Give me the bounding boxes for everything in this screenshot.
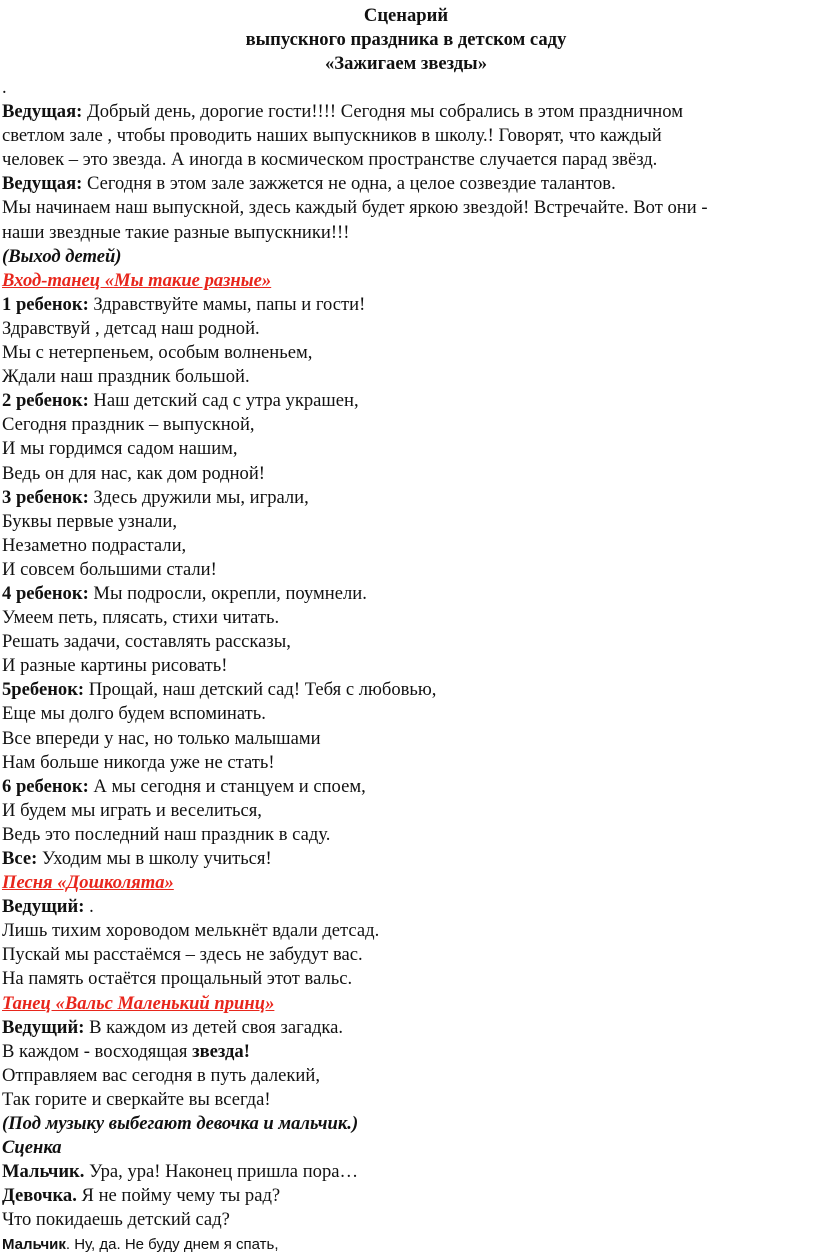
text-line — [2, 293, 810, 317]
text-line — [2, 992, 810, 1016]
text-line — [2, 1184, 810, 1208]
line-text: На память остаётся прощальный этот вальс. — [2, 968, 353, 990]
line-text: И разные картины рисовать! — [2, 655, 228, 677]
line-text: Ведь это последний наш праздник в саду. — [2, 823, 331, 845]
line-text: светлом зале , чтобы проводить наших выпускников в школу.! Говорят, что каждый — [2, 125, 662, 147]
text-line — [2, 823, 810, 847]
text-line — [2, 967, 810, 991]
line-text: И совсем большими стали! — [2, 558, 217, 580]
line-text: Ждали наш праздник большой. — [2, 366, 250, 388]
line-text: В каждом - восходящая — [2, 1040, 193, 1062]
text-line — [2, 1016, 810, 1040]
text-line — [2, 727, 810, 751]
text-line — [2, 654, 810, 678]
line-text: Ведь он для нас, как дом родной! — [2, 462, 265, 484]
text-line — [2, 172, 810, 196]
section-heading: Танец «Вальс Маленький принц» — [2, 992, 275, 1014]
title-line-2: выпускного праздника в детском саду — [245, 29, 567, 50]
text-line — [2, 943, 810, 967]
line-text: В каждом из детей своя загадка. — [84, 1016, 344, 1038]
line-text: Буквы первые узнали, — [2, 510, 178, 532]
line-text: Отправляем вас сегодня в путь далекий, — [2, 1064, 320, 1086]
line-text: Умеем петь, плясать, стихи читать. — [2, 607, 280, 629]
line-text: Сегодня в этом зале зажжется не одна, а целое созвездие талантов. — [82, 173, 616, 195]
text-line — [2, 1136, 810, 1160]
speaker-label: 4 ребенок: — [2, 582, 89, 604]
line-text: Мы с нетерпеньем, особым волненьем, — [2, 342, 313, 364]
text-line — [2, 630, 810, 654]
line-text: Мы начинаем наш выпускной, здесь каждый будет яркою звездой! Встречайте. Вот они - — [2, 197, 708, 219]
line-text: человек – это звезда. А иногда в космическом пространстве случается парад звёзд. — [2, 149, 658, 171]
speaker-label: Ведущий: — [2, 1016, 85, 1038]
line-text: Добрый день, дорогие гости!!!! Сегодня мы собрались в этом праздничном — [82, 101, 683, 123]
stage-direction: (Под музыку выбегают девочка и мальчик.) — [2, 1113, 359, 1135]
line-text: . — [84, 896, 94, 918]
speaker-label: 6 ребенок: — [2, 775, 89, 797]
line-text: наши звездные такие разные выпускники!!! — [2, 221, 350, 243]
text-line — [2, 100, 810, 124]
text-line — [2, 871, 810, 895]
text-line — [2, 1208, 810, 1232]
text-line — [2, 847, 810, 871]
text-line — [2, 582, 810, 606]
line-text: И будем мы играть и веселиться, — [2, 799, 262, 821]
line-text: Нам больше никогда уже не стать! — [2, 751, 275, 773]
line-text: Здравствуйте мамы, папы и гости! — [88, 293, 366, 315]
text-line — [2, 437, 810, 461]
line-text: И мы гордимся садом нашим, — [2, 438, 238, 460]
script-body — [2, 76, 810, 1257]
section-heading: Песня «Дошколята» — [2, 872, 174, 894]
text-line — [2, 606, 810, 630]
text-line — [2, 341, 810, 365]
line-text: Наш детский сад с утра украшен, — [88, 390, 359, 412]
text-line — [2, 510, 810, 534]
speaker-label: Мальчик — [2, 1235, 66, 1253]
line-text: Ура, ура! Наконец пришла пора… — [84, 1161, 359, 1183]
text-line — [2, 124, 810, 148]
line-text: Я не пойму чему ты рад? — [76, 1185, 281, 1207]
document-title — [2, 4, 810, 76]
text-line — [2, 486, 810, 510]
text-line — [2, 196, 810, 220]
speaker-label: Все: — [2, 848, 38, 869]
text-line — [2, 1160, 810, 1184]
speaker-label: Ведущая: — [2, 173, 83, 195]
text-line — [2, 919, 810, 943]
speaker-label: Девочка. — [2, 1185, 77, 1207]
line-text: Прощай, наш детский сад! Тебя с любовью, — [84, 679, 437, 701]
text-line — [2, 413, 810, 437]
line-text: Сегодня праздник – выпускной, — [2, 414, 255, 436]
speaker-label: Ведущая: — [2, 101, 83, 123]
text-line — [2, 1064, 810, 1088]
stage-direction: Сценка — [2, 1137, 62, 1159]
line-text: Пускай мы расстаёмся – здесь не забудут вас. — [2, 944, 363, 966]
speaker-label: 3 ребенок: — [2, 486, 89, 508]
text-line — [2, 895, 810, 919]
line-text: Все впереди у нас, но только малышами — [2, 727, 321, 749]
text-line — [2, 317, 810, 341]
text-line — [2, 389, 810, 413]
stage-direction: (Выход детей) — [2, 245, 122, 267]
text-line — [2, 775, 810, 799]
speaker-label: Ведущий: — [2, 896, 85, 918]
text-line — [2, 148, 810, 172]
line-text: Что покидаешь детский сад? — [2, 1209, 230, 1231]
text-line — [2, 799, 810, 823]
emphasis-text: звезда! — [192, 1040, 250, 1062]
speaker-label: 5ребенок: — [2, 679, 85, 701]
text-line — [2, 751, 810, 775]
text-line — [2, 702, 810, 726]
speaker-label: 1 ребенок: — [2, 293, 89, 315]
speaker-label: Мальчик. — [2, 1161, 85, 1183]
text-line — [2, 462, 810, 486]
line-text: Мы подросли, окрепли, поумнели. — [88, 582, 367, 604]
line-text: Незаметно подрастали, — [2, 534, 187, 556]
title-line-1: Сценарий — [363, 5, 449, 26]
line-text: . — [2, 77, 7, 98]
text-line — [2, 76, 810, 100]
text-line — [2, 245, 810, 269]
title-line-3: «Зажигаем звезды» — [324, 53, 488, 74]
line-text: Здравствуй , детсад наш родной. — [2, 317, 260, 339]
text-line — [2, 558, 810, 582]
text-line — [2, 534, 810, 558]
line-text: . Ну, да. Не буду днем я спать, — [65, 1235, 279, 1253]
line-text: Так горите и сверкайте вы всегда! — [2, 1088, 271, 1110]
text-line — [2, 365, 810, 389]
line-text: Здесь дружили мы, играли, — [88, 486, 309, 508]
text-line — [2, 1040, 810, 1064]
line-text: Еще мы долго будем вспоминать. — [2, 703, 266, 725]
text-line — [2, 221, 810, 245]
text-line — [2, 269, 810, 293]
line-text: А мы сегодня и станцуем и споем, — [88, 775, 366, 797]
text-line — [2, 1112, 810, 1136]
speaker-label: 2 ребенок: — [2, 390, 89, 412]
section-heading: Вход-танец «Мы такие разные» — [2, 269, 272, 291]
line-text: Решать задачи, составлять рассказы, — [2, 631, 291, 653]
text-line — [2, 1088, 810, 1112]
text-line — [2, 678, 810, 702]
line-text: Уходим мы в школу учиться! — [37, 848, 272, 869]
line-text: Лишь тихим хороводом мелькнёт вдали детсад. — [2, 920, 380, 942]
